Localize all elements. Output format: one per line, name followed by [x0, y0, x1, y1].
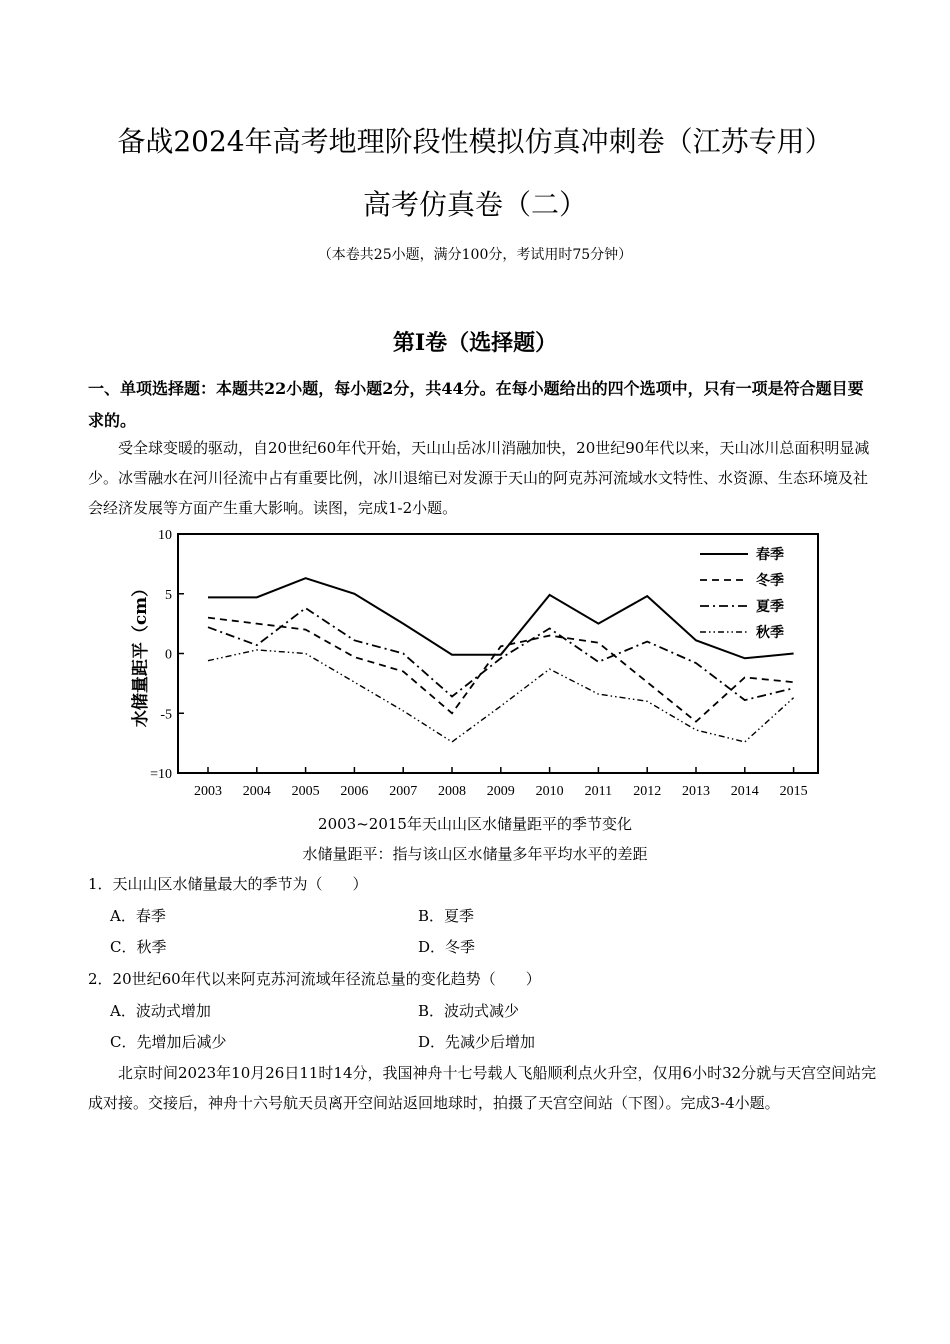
y-tick-label: =10 [150, 767, 172, 782]
y-tick-label: -5 [160, 707, 172, 723]
question-2-option-d[interactable]: D．先减少后增加 [418, 1033, 536, 1051]
question-2-option-c[interactable]: C．先增加后减少 [110, 1033, 227, 1051]
x-tick-label: 2004 [242, 784, 271, 799]
question-2-option-a[interactable]: A．波动式增加 [110, 1002, 211, 1020]
section-title: 第I卷（选择题） [392, 330, 558, 356]
legend-label-4: 秋季 [756, 625, 784, 641]
question-2-stem: 2．20世纪60年代以来阿克苏河流域年径流总量的变化趋势（ ） [88, 970, 541, 988]
x-tick-label: 2005 [291, 784, 320, 799]
x-tick-label: 2013 [682, 784, 710, 799]
x-tick-label: 2010 [535, 784, 564, 799]
legend-label-2: 冬季 [756, 573, 784, 589]
legend-label-3: 夏季 [756, 599, 784, 615]
y-tick-label: 5 [165, 587, 172, 603]
series-line-4 [208, 650, 794, 742]
chart-caption-note: 水储量距平：指与该山区水储量多年平均水平的差距 [302, 845, 648, 863]
question-2-option-b[interactable]: B．波动式减少 [418, 1002, 520, 1020]
question-1-stem: 1．天山山区水储量最大的季节为（ ） [88, 875, 368, 893]
section-instruction: 一、单项选择题：本题共22小题，每小题2分，共44分。在每小题给出的四个选项中，只有一项是符合题目要求的。 [88, 379, 864, 430]
y-tick-label: 10 [158, 528, 172, 543]
y-tick-label: 0 [165, 647, 172, 663]
question-1-option-b[interactable]: B．夏季 [418, 907, 475, 925]
x-tick-label: 2003 [194, 784, 222, 799]
x-tick-label: 2006 [340, 784, 369, 799]
chart-caption: 2003~2015年天山山区水储量距平的季节变化 [318, 815, 632, 833]
x-tick-label: 2012 [633, 784, 662, 799]
x-tick-label: 2014 [730, 784, 759, 799]
passage-glacier: 受全球变暖的驱动，自20世纪60年代开始，天山山岳冰川消融加快，20世纪90年代以来，天山冰川总面积明显减少。冰雪融水在河川径流中占有重要比例，冰川退缩已对发源于天山的阿克苏河流域水文特性、水资源、生态环境及社会经济发展等方面产生重大影响。读图，完成1-2小题。 [88, 439, 870, 517]
water-storage-chart [120, 520, 830, 805]
x-tick-label: 2007 [389, 784, 418, 799]
x-tick-label: 2011 [584, 784, 613, 799]
question-1-option-c[interactable]: C．秋季 [110, 938, 167, 956]
legend-label-1: 春季 [756, 547, 784, 563]
exam-subtitle: 高考仿真卷（二） [362, 188, 587, 221]
plot-frame [178, 534, 818, 773]
x-tick-label: 2009 [486, 784, 515, 799]
exam-note: （本卷共25小题，满分100分，考试用时75分钟） [317, 247, 633, 263]
passage-shenzhou: 北京时间2023年10月26日11时14分，我国神舟十七号载人飞船顺利点火升空，仅用6小时32分就与天宫空间站完成对接。交接后，神舟十六号航天员离开空间站返回地球时，拍摄了天宫空间站（下图）。完成3-4小题。 [88, 1064, 877, 1112]
question-1-option-a[interactable]: A．春季 [110, 907, 166, 925]
x-tick-label: 2008 [438, 784, 466, 799]
x-tick-label: 2015 [779, 784, 808, 799]
exam-title: 备战2024年高考地理阶段性模拟仿真冲刺卷（江苏专用） [117, 125, 833, 158]
question-1-option-d[interactable]: D．冬季 [418, 938, 476, 956]
y-axis-label: 水储量距平（cm） [131, 579, 151, 728]
